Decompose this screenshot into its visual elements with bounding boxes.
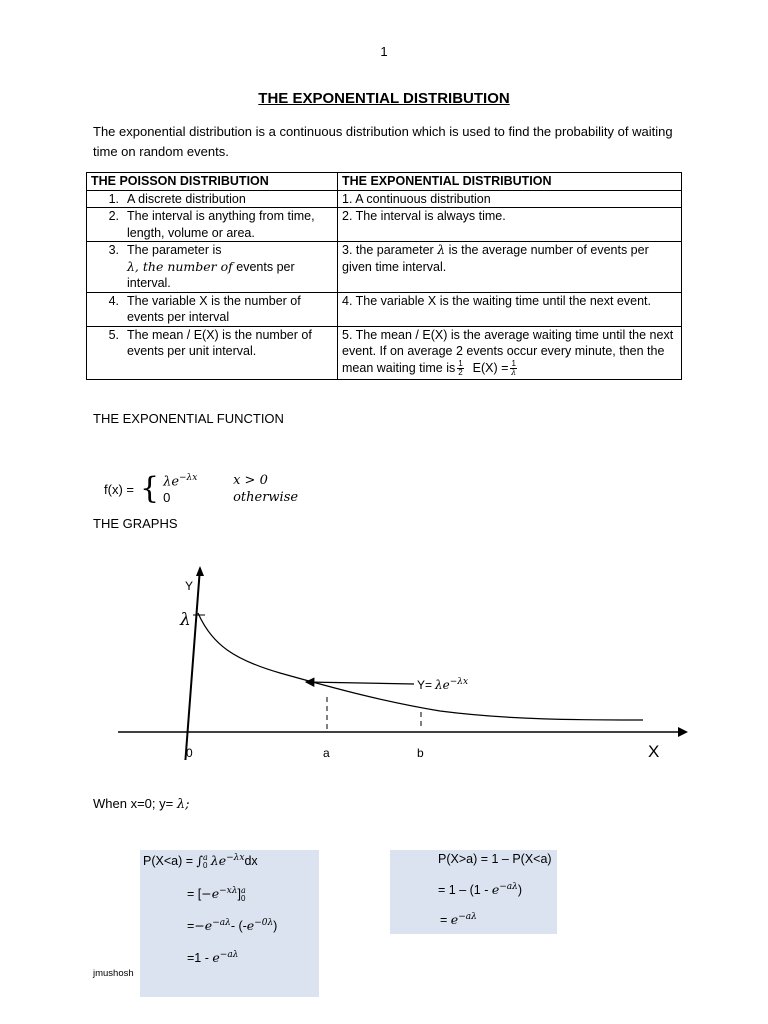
- integrand-base: λe: [210, 853, 227, 869]
- row-number: 1.: [108, 191, 119, 206]
- x-axis-label: X: [648, 742, 660, 760]
- page-title: THE EXPONENTIAL DISTRIBUTION: [258, 90, 510, 107]
- lambda-symbol: λ: [437, 242, 446, 257]
- exponential-text-post: is the average number of events per given time interval.: [342, 243, 649, 274]
- fraction-numerator: 1: [511, 358, 516, 368]
- curve-label: [417, 677, 468, 692]
- row-number: 2.: [108, 209, 119, 223]
- survival-line3-base: e: [450, 912, 459, 928]
- exponential-graph: [0, 560, 768, 760]
- case2-condition: otherwise: [233, 490, 299, 506]
- origin-label: 0: [186, 746, 193, 760]
- poisson-text: The mean / E(X) is the number of events per unit interval.: [127, 327, 312, 358]
- fraction-one-over-lambda: [510, 360, 516, 377]
- line4-prefix: =1 -: [187, 951, 213, 966]
- line3-base-1: −e: [194, 918, 213, 934]
- table-row: [87, 242, 682, 293]
- tick-label-b: b: [417, 746, 424, 760]
- graphs-heading: THE GRAPHS: [93, 516, 178, 531]
- line4-exponent: −aλ: [219, 950, 239, 960]
- line3-exponent-2: −0λ: [254, 918, 274, 928]
- poisson-cell: [87, 208, 338, 242]
- row-number: 5.: [108, 327, 119, 342]
- poisson-text: The interval is anything from time, length, volume or area.: [127, 209, 315, 240]
- poisson-text-pre: The parameter is: [127, 243, 222, 257]
- when-x-zero-line: [93, 796, 189, 812]
- exponential-cell: [338, 326, 682, 379]
- case1-expression: [163, 473, 233, 489]
- derivation-line-2: [187, 886, 246, 903]
- poisson-cell: [87, 190, 338, 208]
- line4-base: e: [212, 950, 220, 966]
- lambda-value: λ;: [176, 797, 190, 812]
- integral-limits: [203, 854, 208, 870]
- survival-line3-exponent: −aλ: [458, 912, 477, 922]
- poisson-cell: [87, 242, 338, 293]
- table-header-row: [87, 173, 682, 191]
- exponential-cell: 4. The variable X is the waiting time until the next event.: [338, 292, 682, 326]
- expectation-label: E(X) =: [472, 360, 509, 375]
- y-axis-arrowhead: [196, 566, 204, 576]
- pdf-cases: [163, 473, 298, 505]
- survival-line3-prefix: =: [440, 913, 451, 928]
- poisson-text: The variable X is the number of events per interval: [127, 293, 301, 324]
- survival-line-3: [440, 912, 477, 927]
- function-heading: THE EXPONENTIAL FUNCTION: [93, 411, 284, 426]
- survival-line2-exponent: −aλ: [499, 882, 518, 892]
- survival-line-2: [438, 882, 522, 897]
- exponential-text-pre: 3. the parameter: [342, 243, 434, 257]
- case1-exponent: −λx: [179, 473, 198, 483]
- poisson-cell: [87, 326, 338, 379]
- survival-line-1: P(X>a) = 1 – P(X<a): [438, 852, 552, 866]
- exponential-cell: 2. The interval is always time.: [338, 208, 682, 242]
- integral-sign: ∫: [196, 853, 204, 869]
- curve-label-exponent: −λx: [449, 677, 469, 687]
- derivation-line-1: [143, 853, 258, 870]
- fraction-denominator: λ: [511, 367, 517, 377]
- table-row: [87, 292, 682, 326]
- lambda-label: λ: [180, 610, 191, 630]
- line2-prefix: = [: [187, 887, 202, 902]
- survival-derivation-box: [390, 850, 557, 934]
- evaluation-limits: [241, 887, 246, 903]
- upper-limit: a: [203, 852, 208, 862]
- intro-paragraph: The exponential distribution is a continuous distribution which is used to find the probability of waiting time on random events.: [93, 124, 673, 159]
- pdf-formula: [104, 473, 298, 505]
- tick-label-a: a: [323, 746, 330, 760]
- case2-expression: 0: [163, 490, 171, 506]
- line2-base: −e: [201, 886, 220, 902]
- line2-exponent: −xλ: [219, 886, 238, 896]
- survival-line2-prefix: = 1 – (1 -: [438, 883, 492, 898]
- line1-prefix: P(X<a) =: [143, 854, 197, 869]
- integrand-exponent: −λx: [226, 853, 245, 863]
- line3-suffix: ): [273, 919, 278, 934]
- line3-prefix: =: [187, 919, 195, 934]
- y-axis: [183, 568, 200, 760]
- lower-limit: 0: [203, 860, 208, 870]
- exponential-text: 5. The mean / E(X) is the average waiting time until the next event. If on average 2 events occur every minute, then the mean waiting time is: [342, 327, 674, 375]
- fraction-half: [457, 360, 463, 377]
- curve-label-base: λe: [435, 678, 450, 692]
- fraction-denominator: 2: [458, 367, 463, 377]
- row-number: 4.: [108, 293, 119, 308]
- exponential-cell: 1. A continuous distribution: [338, 190, 682, 208]
- derivation-line-4: [187, 950, 238, 965]
- case1-condition: x > 0: [233, 473, 268, 488]
- pdf-lhs: f(x) =: [104, 481, 134, 497]
- exponential-header: THE EXPONENTIAL DISTRIBUTION: [338, 173, 682, 191]
- upper-limit: a: [240, 885, 246, 895]
- curve-label-prefix: Y=: [417, 678, 433, 692]
- survival-line2-suffix: ): [517, 883, 523, 898]
- line3-exponent-1: −aλ: [212, 918, 231, 928]
- when-text: When x=0; y=: [93, 796, 174, 811]
- line2-bracket: ]: [237, 887, 241, 902]
- poisson-header: THE POISSON DISTRIBUTION: [87, 173, 338, 191]
- derivation-line-3: [187, 918, 277, 933]
- poisson-text: A discrete distribution: [127, 191, 246, 206]
- exponential-cell: [338, 242, 682, 293]
- table-row: [87, 208, 682, 242]
- cdf-derivation-box: [140, 850, 319, 997]
- table-row: [87, 326, 682, 379]
- survival-line2-base: e: [491, 882, 500, 898]
- comparison-table: [86, 172, 682, 380]
- curve-pointer-arrow: [306, 682, 414, 684]
- line3-middle: - (-: [230, 919, 247, 934]
- left-brace: {: [139, 471, 160, 507]
- footer-author: jmushosh: [93, 968, 134, 979]
- x-axis-arrowhead: [678, 727, 688, 737]
- page-number: 1: [380, 44, 388, 59]
- y-axis-label: Y: [185, 579, 194, 593]
- lower-limit: 0: [240, 893, 246, 903]
- differential: dx: [244, 854, 258, 869]
- table-row: [87, 190, 682, 208]
- poisson-text-post: events per interval.: [127, 259, 295, 290]
- row-number: 3.: [108, 243, 119, 257]
- poisson-text: [127, 242, 333, 292]
- case1-base: λe: [163, 474, 180, 490]
- exponential-curve: [198, 613, 643, 720]
- poisson-math: λ, the number of: [127, 258, 233, 274]
- poisson-cell: [87, 292, 338, 326]
- fraction-numerator: 1: [458, 358, 463, 368]
- line3-base-2: e: [246, 918, 255, 934]
